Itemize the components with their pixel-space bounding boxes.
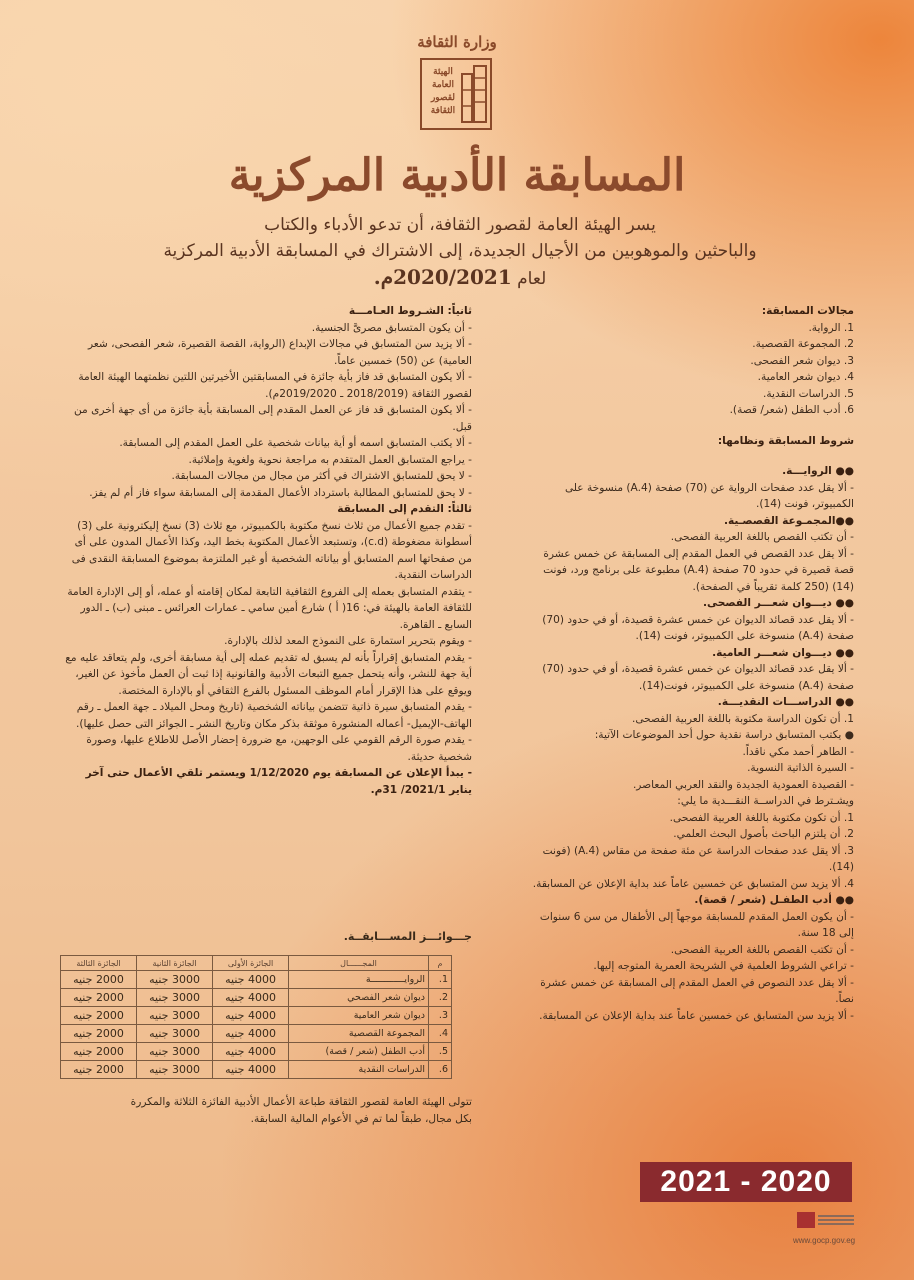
rule-text: - ألا يزيد سن المتسابق عن خمسين عاماً عند بداية الإعلان عن المسابقة. — [539, 1009, 854, 1022]
application-text: - يتقدم المتسابق بعمله إلى الفروع الثقافية التابعة لمكان إقامته أو عمله، أو إلى الإدارة العامة للثقافة العامة بالهيئة في: 16( أ ) شارع أمين سامي ـ عمارات العرائس ـ مبنى (ب) ـ الدور السابع ـ القاهرة. — [67, 585, 472, 631]
row-field: ديوان شعر العامية — [289, 1007, 429, 1025]
rule-text: 4. ألا يزيد سن المتسابق عن خمسين عاماً عند بداية الإعلان عن المسابقة. — [532, 877, 854, 890]
years-banner: 2021 - 2020 — [640, 1162, 852, 1202]
intro-line-2: والباحثين والموهوبين من الأجيال الجديدة، إلى الاشتراك في المسابقة الأدبية المركزية — [163, 241, 757, 261]
application-heading: ثالثاً: التقدم إلى المسابقة — [337, 503, 472, 515]
gocp-emblem — [420, 58, 492, 130]
rules-title: شروط المسابقة ونظامها: — [717, 434, 854, 447]
gocp-logo-icon — [797, 1212, 815, 1228]
col-header-field: المجــــــال — [289, 956, 429, 971]
rule-text: - أن تكتب القصص باللغة العربية الفصحى. — [670, 943, 854, 956]
page-title: المسابقة الأدبية المركزية — [228, 150, 686, 201]
condition-text: - ألا يكتب المتسابق اسمه أو أية بيانات شخصية على العمل المقدم إلى المسابقة. — [119, 437, 472, 449]
row-third: 2000 جنيه — [61, 1061, 137, 1079]
row-field: الروايــــــــــــة — [289, 971, 429, 989]
field-item: 5. الدراسات النقدية. — [762, 387, 854, 400]
row-field: الدراسات النقدية — [289, 1061, 429, 1079]
novel-heading: ●● الروايـــة. — [782, 465, 854, 477]
condition-text: - ألا يزيد سن المتسابق في مجالات الإبداع (الرواية، القصة القصيرة، شعر الفصحى، شعر العامية) عن (50) خمسين عاماً. — [87, 338, 472, 367]
row-third: 2000 جنيه — [61, 971, 137, 989]
application-text: - يقدم المتسابق سيرة ذاتية تتضمن بياناته الشخصية (تاريخ ومحل الميلاد ـ جهة العمل ـ رقم الهاتف-الإيميل- أعماله المنشورة موثقة بذكر مكان وتاريخ النشر ـ الجوائز التى حصل عليها). — [76, 701, 472, 730]
rule-text: 2. أن يلتزم الباحث بأصول البحث العلمي. — [673, 828, 854, 840]
ammiya-heading: ●● ديـــوان شعـــر العامية. — [712, 646, 854, 659]
rule-text: - ألا يقل عدد قصائد الديوان عن خمس عشرة قصيدة، أو في حدود (70) صفحة (A.4) منسوخة على الكمبيوتر، فونت (14). — [542, 613, 854, 642]
story-heading: ●●المجمـوعة القصصـية. — [723, 514, 854, 527]
row-num: 4. — [429, 1025, 452, 1043]
rule-text: - ألا يقل عدد النصوص في العمل المقدم إلى المسابقة عن خمس عشرة نصاً. — [540, 976, 854, 1005]
application-text: - يقدم صورة الرقم القومي على الوجهين، مع ضرورة إحضار الأصل للاطلاع عليها، وصورة شخصية حديثة. — [86, 734, 472, 763]
rule-text: 1. أن تكون الدراسة مكتوبة باللغة العربية الفصحى. — [631, 712, 854, 725]
left-column — [60, 303, 472, 798]
intro-line-1: يسر الهيئة العامة لقصور الثقافة، أن تدعو الأدباء والكتاب — [264, 215, 656, 235]
row-second: 3000 جنيه — [137, 1061, 213, 1079]
row-third: 2000 جنيه — [61, 1025, 137, 1043]
rule-text: - تراعي الشروط العلمية في الشريحة العمرية المتوجه إليها. — [593, 960, 854, 972]
criticism-heading: ●● الدراســـات النقديـــة. — [717, 696, 854, 708]
row-field: المجموعة القصصية — [289, 1025, 429, 1043]
rule-text: - ألا يقل عدد القصص في العمل المقدم إلى المسابقة عن خمس عشرة قصة قصيرة في حدود 70 صفحة (A.4) مطبوعة على برنامج ورد، فونت (14) (250 كلمة تقريباً في الصفحة). — [543, 547, 854, 593]
prizes-table — [60, 955, 452, 1079]
field-item: 1. الرواية. — [808, 321, 854, 334]
table-row — [61, 1043, 452, 1061]
intro-year-prefix: لعام — [517, 269, 547, 289]
row-first: 4000 جنيه — [213, 989, 289, 1007]
rule-text: - السيرة الذاتية النسوية. — [747, 762, 854, 774]
rule-text: - ألا يقل عدد صفحات الرواية عن (70) صفحة (A.4) منسوخة على الكمبيوتر، فونت (14). — [564, 481, 854, 510]
table-row — [61, 1061, 452, 1079]
application-text: - تقدم جميع الأعمال من ثلاث نسخ مكتوبة بالكمبيوتر، مع ثلاث (3) نسخ إليكترونية على (3) أسطوانة مضغوطة (c.d)، وتستبعد الأعمال المكتوبة بخط اليد، وكذا الأعمال المدون على أى من صفحاتها اسم المتسابق أو بياناته الشخصية أو غير الملتزمة بموضوع المسابقة النقدى فى الدراسات النقدية. — [71, 519, 472, 581]
col-header-second: الجائزة الثانية — [137, 956, 213, 971]
col-header-num: م — [429, 956, 452, 971]
row-first: 4000 جنيه — [213, 1025, 289, 1043]
fields-title: مجالات المسابقة: — [761, 305, 854, 317]
condition-text: - ألا يكون المتسابق قد فاز بأية جائزة في المسابقتين الأخيرتين اللتين نظمتهما الهيئة العامة لقصور الثقافة (2018/2019 ـ 2019/2020م). — [78, 371, 472, 400]
field-item: 3. ديوان شعر الفصحى. — [750, 354, 854, 367]
rule-text: - أن يكون العمل المقدم للمسابقة موجهاً إلى الأطفال من سن 6 سنوات إلى 18 سنة. — [539, 910, 854, 939]
fusha-heading: ●● ديـــوان شعـــر الفصحى. — [702, 597, 854, 609]
condition-text: - يراجع المتسابق العمل المتقدم به مراجعة نحوية ولغوية وإملائية. — [188, 453, 472, 466]
emblem-text: الهيئة العامة لقصور الثقافة — [430, 67, 456, 116]
row-first: 4000 جنيه — [213, 971, 289, 989]
table-row — [61, 1007, 452, 1025]
row-num: 2. — [429, 989, 452, 1007]
field-item: 6. أدب الطفل (شعر/ قصة). — [729, 404, 854, 416]
intro-text — [60, 212, 860, 292]
row-first: 4000 جنيه — [213, 1061, 289, 1079]
rule-text: 1. أن تكون مكتوبة باللغة العربية الفصحى. — [669, 811, 854, 824]
row-num: 1. — [429, 971, 452, 989]
condition-text: - لا يحق للمتسابق الاشتراك في أكثر من مجال من مجالات المسابقة. — [171, 470, 472, 482]
condition-text: - لا يحق للمتسابق المطالبة باسترداد الأعمال المقدمة إلى المسابقة سواء فاز أم لم يفز. — [89, 486, 472, 499]
field-item: 4. ديوان شعر العامية. — [757, 371, 854, 383]
rule-text: - الطاهر أحمد مكي ناقداً. — [742, 745, 854, 758]
table-header-row — [61, 956, 452, 971]
ministry-name: وزارة الثقافة — [417, 33, 497, 51]
printing-note-line-1: تتولى الهيئة العامة لقصور الثقافة طباعة الأعمال الأدبية الفائزة الثلاثة والمكررة — [130, 1096, 472, 1108]
rule-text: - أن تكتب القصص باللغة العربية الفصحى. — [670, 531, 854, 543]
row-num: 6. — [429, 1061, 452, 1079]
row-first: 4000 جنيه — [213, 1007, 289, 1025]
table-row — [61, 1025, 452, 1043]
row-third: 2000 جنيه — [61, 1007, 137, 1025]
row-num: 3. — [429, 1007, 452, 1025]
field-item: 2. المجموعة القصصية. — [752, 338, 854, 350]
right-column — [528, 303, 854, 1024]
row-field: أدب الطفل (شعر / قصة) — [289, 1043, 429, 1061]
condition-text: - أن يكون المتسابق مصرىَّ الجنسية. — [311, 321, 472, 334]
website-url: www.gocp.gov.eg — [793, 1236, 856, 1245]
row-field: ديوان شعر الفصحي — [289, 989, 429, 1007]
row-second: 3000 جنيه — [137, 1043, 213, 1061]
rule-text: - ألا يقل عدد قصائد الديوان عن خمس عشرة قصيدة، أو في حدود (70) صفحة (A.4) منسوخة على الكمبيوتر، فونت(14). — [542, 663, 854, 692]
rule-text: ● يكتب المتسابق دراسة نقدية حول أحد الموضوعات الآتية: — [594, 729, 854, 741]
child-heading: ●● أدب الطفـل (شعر / قصة). — [694, 894, 854, 906]
building-icon — [460, 64, 488, 126]
application-text: - ويقوم بتحرير استمارة على النموذج المعد لذلك بالإدارة. — [224, 635, 472, 647]
condition-text: - ألا يكون المتسابق قد فاز عن العمل المقدم إلى المسابقة بأية جائزة من أى جهة أخرى من قبل. — [73, 404, 472, 433]
printing-note-line-2: بكل مجال، طبقاً لما تم في الأعوام المالية السابقة. — [250, 1113, 472, 1125]
rule-text: 3. ألا يقل عدد صفحات الدراسة عن مئة صفحة من مقاس (A.4) (فونت (14). — [542, 844, 854, 873]
application-dates: - يبدأ الإعلان عن المسابقة يوم 1/12/2020 ويستمر تلقي الأعمال حتى آخر يناير 2021/1/ 31م. — [85, 767, 472, 796]
row-num: 5. — [429, 1043, 452, 1061]
intro-line-3 — [60, 264, 860, 292]
row-third: 2000 جنيه — [61, 1043, 137, 1061]
row-third: 2000 جنيه — [61, 989, 137, 1007]
row-second: 3000 جنيه — [137, 1025, 213, 1043]
general-conditions-heading: ثانياً: الشـروط العـامـــة — [348, 305, 472, 317]
application-text: - يقدم المتسابق إقراراً بأنه لم يسبق له تقديم عمله إلى أية مسابقة أخرى، ولم يتعاقد عليه مع أية جهة للنشر، وأنه يتحمل جميع التبعات الأدبية والقانونية إذا ثبت أن العمل مأخوذ عن الغير، ويوقع على هذا الإقرار أمام الموظف المسئول بالفرع الثقافي أو بالإدارة المختصة. — [65, 651, 472, 697]
table-row — [61, 971, 452, 989]
col-header-third: الجائزة الثالثة — [61, 956, 137, 971]
rule-text: - القصيدة العمودية الجديدة والنقد العربي المعاصر. — [632, 778, 854, 791]
row-second: 3000 جنيه — [137, 989, 213, 1007]
gocp-logo-lines — [818, 1215, 854, 1217]
prizes-heading: جـــوائـــز المســـابقــة. — [343, 930, 472, 943]
col-header-first: الجائزة الأولى — [213, 956, 289, 971]
printing-note — [60, 1094, 472, 1128]
row-first: 4000 جنيه — [213, 1043, 289, 1061]
rule-text: ويشـترط في الدراســة النقـــدية ما يلي: — [677, 795, 854, 807]
row-second: 3000 جنيه — [137, 971, 213, 989]
table-row — [61, 989, 452, 1007]
row-second: 3000 جنيه — [137, 1007, 213, 1025]
intro-year: 2020/2021م. — [373, 265, 512, 289]
